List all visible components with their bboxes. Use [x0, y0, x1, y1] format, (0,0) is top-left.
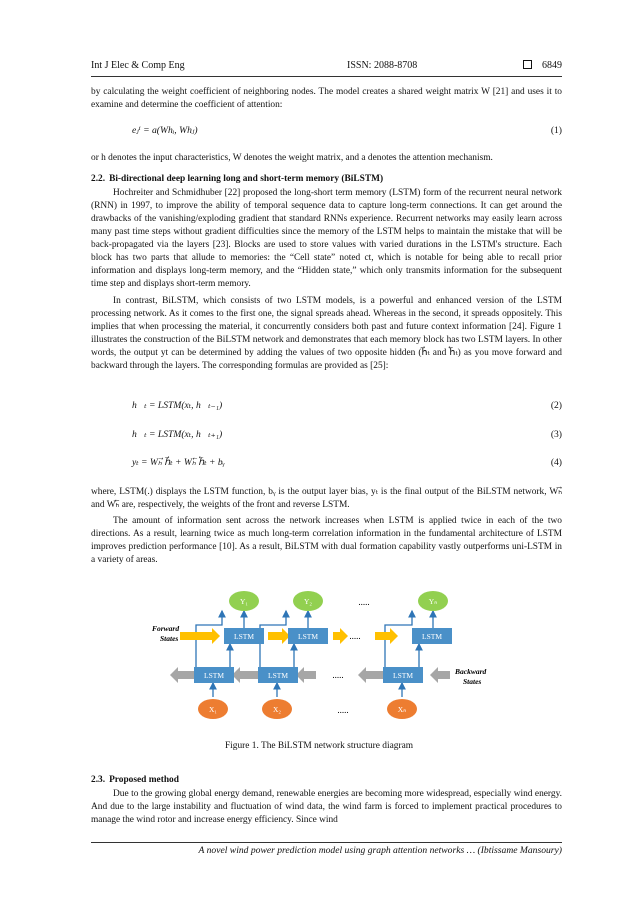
input-x1-label: X₁	[208, 705, 218, 714]
paragraph-bilstm: In contrast, BiLSTM, which consists of two LSTM models, is a powerful and enhanced version of the LSTM processing network. As it comes to the first one, the signal spreads ahead. Whereas in the second, it spreads oppositely. This implies that when processing the material, it concurrently considers both past and future context information [24]. Figure 1 illustrates the construction of the BiLSTM network and demonstrates that each memory block has two LSTM layers. In other words, the output yt can be determined by adding the values of two opposite hidden (h⃗ₜ and h⃖ₜ) as you move forward and backward through the layers. The corresponding formulas are provided as [25]:	[91, 296, 562, 371]
equation-2	[132, 400, 562, 414]
section-title: Proposed method	[109, 775, 179, 785]
forward-states-label-2: States	[160, 634, 179, 643]
forward-states-label: Forward	[152, 624, 180, 633]
lstm-label: LSTM	[421, 632, 443, 641]
input-xn-label: Xₙ	[397, 705, 407, 714]
intro-paragraph: by calculating the weight coefficient of neighboring nodes. The model creates a shared weight matrix W [21] and uses it to examine and determine the coefficient of attention:	[91, 87, 562, 110]
equation-2-text: h⃗ₜ = LSTM(xₜ, h⃗ₜ₋₁)	[132, 400, 223, 411]
checkbox-icon	[523, 60, 532, 69]
output-y1-label: Y₁	[239, 597, 249, 606]
issn: ISSN: 2088-8708	[347, 60, 418, 71]
equation-3-number: (3)	[550, 429, 562, 440]
journal-name: Int J Elec & Comp Eng	[91, 60, 185, 71]
output-nodes	[229, 591, 448, 611]
section-2-2-heading	[91, 174, 383, 184]
equation-1-number: (1)	[550, 125, 562, 136]
equation-4-number: (4)	[550, 457, 562, 468]
figure-caption: Figure 1. The BiLSTM network structure diagram	[224, 741, 414, 751]
lstm-label: LSTM	[297, 632, 319, 641]
paragraph-proposed-method: Due to the growing global energy demand, renewable energies are becoming more widespread, especially wind energy. And due to the large instability and fluctuation of wind data, the wind farm is forced to implement practical procedures to manage the wind rotor and increase energy efficiency. Since wind	[91, 789, 562, 825]
equation-1-explanation: or h denotes the input characteristics, W denotes the weight matrix, and a denotes the attention mechanism.	[91, 153, 493, 163]
equation-2-number: (2)	[550, 400, 562, 411]
input-nodes	[198, 699, 417, 719]
lstm-label: LSTM	[203, 671, 225, 680]
equation-3-text: h⃖ₜ = LSTM(xₜ, h⃖ₜ₊₁)	[132, 429, 223, 440]
section-number: 2.2.	[91, 174, 106, 184]
page-header	[91, 60, 562, 77]
paragraph-where: where, LSTM(.) displays the LSTM function, bᵧ is the output layer bias, yₜ is the final output of the BiLSTM network, Wₕ⃗ and Wₕ⃖ are, respectively, the weights of the front and reverse LSTM.	[91, 487, 562, 510]
lstm-label: LSTM	[233, 632, 255, 641]
equation-1	[132, 125, 562, 139]
page-footer: A novel wind power prediction model using graph attention networks … (Ibtissame Mansoury)	[91, 842, 562, 856]
paragraph-lstm-intro: Hochreiter and Schmidhuber [22] proposed the long-short term memory (LSTM) form of the recurrent neural network (RNN) in 1997, to improve the ability of temporal sequence data to capture long-term connections. It can get around the drawbacks of the vanishing/exploding gradient that standard RNNs experience. Recurrent networks may easily learn across many past time steps without gradient difficulties since the memory of the LSTM helps to maintain the mistake that will be back-propagated via the layers [23]. Blocks are used to store values with varied durations in the LSTM's structure. Each block has two parts that allude to memories: the “Cell state” noted ct, which is notable for being able to recall prior information and displays long-term memory, and the “Hidden state,” which only transmits information for the subsequent time step and displays short-term memory.	[91, 188, 562, 289]
backward-states-label: Backward	[455, 667, 487, 676]
equation-4	[132, 457, 562, 471]
ellipsis-forward: .....	[349, 631, 361, 641]
ellipsis-backward: .....	[332, 670, 344, 680]
paragraph-information: The amount of information sent across the network increases when LSTM is applied twice in each of the two directions. As a result, learning twice as much long-term correlation information in the fundamental architecture of LSTM improves prediction performance [10]. As a result, BiLSTM with dual formation capability vastly outperforms uni-LSTM in a variety of areas.	[91, 516, 562, 565]
page-number: 6849	[542, 60, 562, 71]
section-2-3-heading	[91, 775, 179, 785]
lstm-label: LSTM	[392, 671, 414, 680]
equation-1-text: eⱼⁱ = a(Whᵢ, Whⱼ)	[132, 125, 198, 136]
input-x2-label: X₂	[272, 705, 282, 714]
section-number: 2.3.	[91, 775, 106, 785]
output-y2-label: Y₂	[303, 597, 313, 606]
backward-states-label-2: States	[463, 677, 482, 686]
page-number-area	[523, 60, 562, 71]
output-yn-label: Yₙ	[428, 597, 438, 606]
ellipsis-inputs: .....	[337, 705, 349, 715]
equation-3	[132, 429, 562, 443]
lstm-label: LSTM	[267, 671, 289, 680]
equation-4-text: yₜ = Wₕ⃗ h⃗ₜ + Wₕ⃖ h⃖ₜ + bᵧ	[132, 457, 225, 468]
section-title: Bi-directional deep learning long and short-term memory (BiLSTM)	[109, 174, 384, 184]
ellipsis-outputs: .....	[358, 597, 370, 607]
bilstm-diagram	[150, 585, 500, 730]
